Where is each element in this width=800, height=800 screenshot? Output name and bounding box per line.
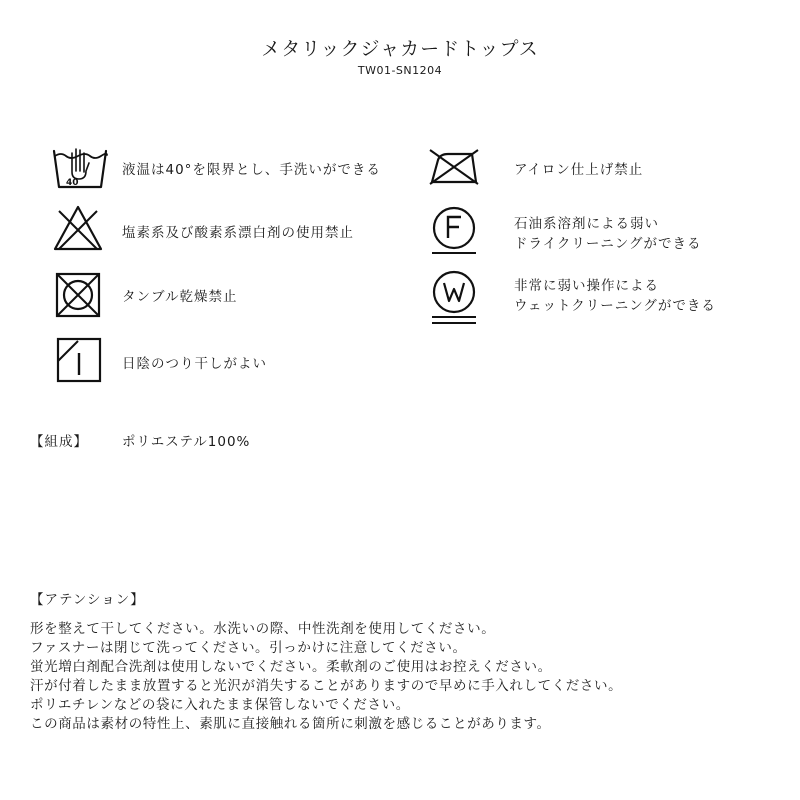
attention-line: 形を整えて干してください。水洗いの際、中性洗剤を使用してください。 xyxy=(30,621,496,637)
composition-value: ポリエステル100% xyxy=(122,434,251,450)
care-text-line: 液温は40°を限界とし、手洗いができる xyxy=(122,162,381,178)
wet-clean-very-gentle-icon xyxy=(428,268,480,328)
svg-text:40: 40 xyxy=(66,178,79,188)
attention-line: 蛍光増白剤配合洗剤は使用しないでください。柔軟剤のご使用はお控えください。 xyxy=(30,659,552,675)
do-not-bleach-icon xyxy=(53,205,103,251)
product-code: TW01-SN1204 xyxy=(357,64,443,77)
product-title: メタリックジャカードトップス xyxy=(261,38,539,60)
attention-line: この商品は素材の特性上、素肌に直接触れる箇所に刺激を感じることがあります。 xyxy=(30,716,551,732)
care-text-line: 非常に弱い操作による xyxy=(514,278,659,294)
care-text-line: 日陰のつり干しがよい xyxy=(122,356,267,372)
care-text-line: 石油系溶剤による弱い xyxy=(514,216,659,232)
attention-line: 汗が付着したまま放置すると光沢が消失することがありますので早めに手入れしてください。 xyxy=(30,678,623,694)
attention-line: ポリエチレンなどの袋に入れたまま保管しないでください。 xyxy=(30,697,410,713)
care-text-line: タンブル乾燥禁止 xyxy=(122,289,238,305)
attention-notes xyxy=(30,620,622,734)
line-dry-shade-icon xyxy=(56,337,102,383)
care-text-line: 塩素系及び酸素系漂白剤の使用禁止 xyxy=(122,225,354,241)
hand-wash-40-icon xyxy=(52,147,108,191)
attention-line: ファスナーは閉じて洗ってください。引っかけに注意してください。 xyxy=(30,640,467,656)
care-text-line: ドライクリーニングができる xyxy=(514,236,702,252)
composition-label: 【組成】 xyxy=(30,434,88,450)
do-not-tumble-dry-icon xyxy=(55,272,101,318)
care-text-line: ウェットクリーニングができる xyxy=(514,298,716,314)
attention-title: 【アテンション】 xyxy=(30,592,145,608)
care-text-line: アイロン仕上げ禁止 xyxy=(514,162,644,178)
dry-clean-f-icon xyxy=(430,204,478,256)
do-not-iron-icon xyxy=(428,148,480,186)
